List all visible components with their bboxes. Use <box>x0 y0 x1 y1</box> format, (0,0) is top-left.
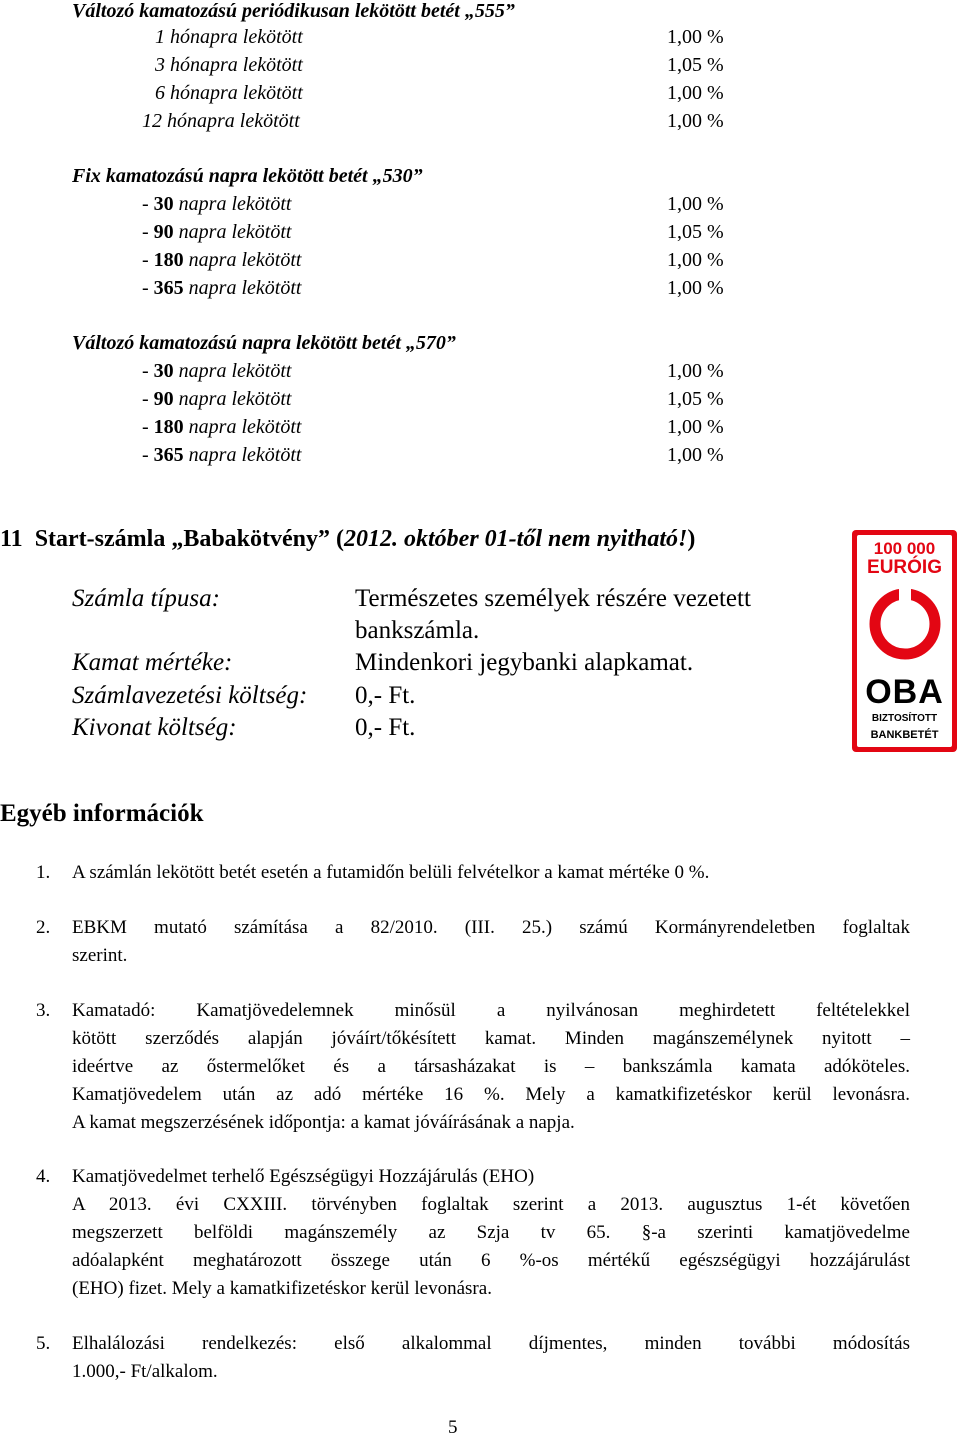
row-days: 30 <box>153 360 174 382</box>
item-number: 1. <box>36 862 51 883</box>
row-label: napra lekötött <box>178 221 292 243</box>
account-note: 2012. október 01-től nem nyitható! <box>344 526 688 552</box>
field-value-interest: Mindenkori jegybanki alapkamat. <box>355 649 694 676</box>
row-label: napra lekötött <box>178 388 292 410</box>
row-days: 365 <box>153 277 184 299</box>
section2-row-rate: 1,00 % <box>667 193 724 215</box>
info-line: kötött szerződés alapján jóváírt/tőkésített kamat. Minden magánszemélynek nyitott – <box>72 1028 910 1049</box>
row-label: napra lekötött <box>178 360 292 382</box>
row-dash: - <box>142 388 149 410</box>
section2-row <box>142 193 291 216</box>
section1-row-label: 3 hónapra lekötött <box>155 54 303 76</box>
info-line: szerint. <box>72 945 128 966</box>
other-info-title: Egyéb információk <box>0 800 204 827</box>
section2-row-rate: 1,05 % <box>667 221 724 243</box>
info-line: Elhalálozási rendelkezés: első alkalommal díjmentes, minden további módosítás <box>72 1333 910 1354</box>
info-item-5 <box>72 1330 910 1386</box>
field-value-maintenance-fee: 0,- Ft. <box>355 682 416 709</box>
field-value-type-cont: bankszámla. <box>355 617 480 644</box>
row-label: napra lekötött <box>188 416 302 438</box>
field-label-maintenance-fee: Számlavezetési költség: <box>72 682 308 709</box>
info-line: ideértve az őstermelőket és a társasházakat is – bankszámla kamata adóköteles. <box>72 1056 910 1077</box>
field-label-interest: Kamat mértéke: <box>72 649 233 676</box>
info-line: EBKM mutató számítása a 82/2010. (III. 25.) számú Kormányrendeletben foglaltak <box>72 917 910 938</box>
page-number: 5 <box>448 1417 458 1438</box>
account-number: 11 <box>0 526 23 552</box>
info-line: Kamatjövedelem után az adó mértéke 16 %. Mely a kamatkifizetéskor kerül levonásra. <box>72 1084 910 1105</box>
section1-row-rate: 1,00 % <box>667 110 724 132</box>
section3-row-rate: 1,00 % <box>667 444 724 466</box>
info-line: (EHO) fizet. Mely a kamatkifizetéskor kerül levonásra. <box>72 1278 492 1299</box>
section3-row-rate: 1,00 % <box>667 416 724 438</box>
account-heading <box>0 526 695 553</box>
row-dash: - <box>142 277 149 299</box>
item-number: 3. <box>36 1000 51 1021</box>
row-dash: - <box>142 249 149 271</box>
section3-row-rate: 1,05 % <box>667 388 724 410</box>
badge-brand: OBA <box>865 673 944 711</box>
info-item-1 <box>72 859 910 887</box>
section3-row-rate: 1,00 % <box>667 360 724 382</box>
section1-row-label: 1 hónapra lekötött <box>155 26 303 48</box>
account-close: ) <box>687 526 696 552</box>
row-dash: - <box>142 221 149 243</box>
info-item-3 <box>72 997 910 1137</box>
row-label: napra lekötött <box>188 277 302 299</box>
badge-currency: EURÓIG <box>867 557 942 578</box>
row-days: 180 <box>153 249 184 271</box>
info-line: megszerzett belföldi magánszemély az Szja tv 65. §-a szerinti kamatjövedelme <box>72 1222 910 1243</box>
row-days: 365 <box>153 444 184 466</box>
section3-row <box>142 444 301 467</box>
info-line: Kamatadó: Kamatjövedelemnek minősül a nyilvánosan meghirdetett feltételekkel <box>72 1000 910 1021</box>
item-number: 2. <box>36 917 51 938</box>
info-item-4 <box>72 1163 910 1303</box>
info-line: A 2013. évi CXXIII. törvényben foglaltak szerint a 2013. augusztus 1-ét követően <box>72 1194 910 1215</box>
account-name: Start-számla „Babakötvény” ( <box>34 526 345 552</box>
section2-row <box>142 249 301 272</box>
oba-badge-inner <box>857 535 952 747</box>
section3-row <box>142 388 291 411</box>
section1-title: Változó kamatozású periódikusan lekötött betét „555” <box>72 0 515 22</box>
field-value-statement-fee: 0,- Ft. <box>355 714 416 741</box>
badge-emblem-icon <box>869 588 941 660</box>
item-number: 5. <box>36 1333 51 1354</box>
info-line: A kamat megszerzésének időpontja: a kamat jóváírásának a napja. <box>72 1112 575 1133</box>
section2-row-rate: 1,00 % <box>667 277 724 299</box>
section3-row <box>142 416 301 439</box>
oba-badge <box>852 530 957 752</box>
badge-insured: BIZTOSÍTOTT <box>871 713 938 724</box>
section1-row-rate: 1,00 % <box>667 26 724 48</box>
section1-row-rate: 1,00 % <box>667 82 724 104</box>
row-days: 30 <box>153 193 174 215</box>
field-value-type: Természetes személyek részére vezetett <box>355 585 751 612</box>
row-label: napra lekötött <box>188 444 302 466</box>
row-dash: - <box>142 416 149 438</box>
info-line: adóalapként meghatározott összege után 6 %-os mértékű egészségügyi hozzájárulást <box>72 1250 910 1271</box>
field-label-statement-fee: Kivonat költség: <box>72 714 237 741</box>
row-dash: - <box>142 444 149 466</box>
info-line: A számlán lekötött betét esetén a futamidőn belüli felvételkor a kamat mértéke 0 %. <box>72 862 710 883</box>
section3-title: Változó kamatozású napra lekötött betét „570” <box>72 332 456 354</box>
field-label-type: Számla típusa: <box>72 585 220 612</box>
item-number: 4. <box>36 1166 51 1187</box>
badge-deposit: BANKBETÉT <box>870 729 939 741</box>
section1-row-rate: 1,05 % <box>667 54 724 76</box>
row-label: napra lekötött <box>188 249 302 271</box>
row-dash: - <box>142 193 149 215</box>
section2-row <box>142 221 291 244</box>
row-days: 180 <box>153 416 184 438</box>
row-days: 90 <box>153 221 174 243</box>
info-item-2 <box>72 914 910 970</box>
row-dash: - <box>142 360 149 382</box>
section2-row-rate: 1,00 % <box>667 249 724 271</box>
badge-amount: 100 000 <box>873 539 936 558</box>
info-line: 1.000,- Ft/alkalom. <box>72 1361 218 1382</box>
section3-row <box>142 360 291 383</box>
section1-row-label: 6 hónapra lekötött <box>155 82 303 104</box>
section2-row <box>142 277 301 300</box>
section2-title: Fix kamatozású napra lekötött betét „530” <box>72 165 423 187</box>
info-line: Kamatjövedelmet terhelő Egészségügyi Hozzájárulás (EHO) <box>72 1166 535 1187</box>
section1-row-label: 12 hónapra lekötött <box>142 110 300 132</box>
row-label: napra lekötött <box>178 193 292 215</box>
row-days: 90 <box>153 388 174 410</box>
